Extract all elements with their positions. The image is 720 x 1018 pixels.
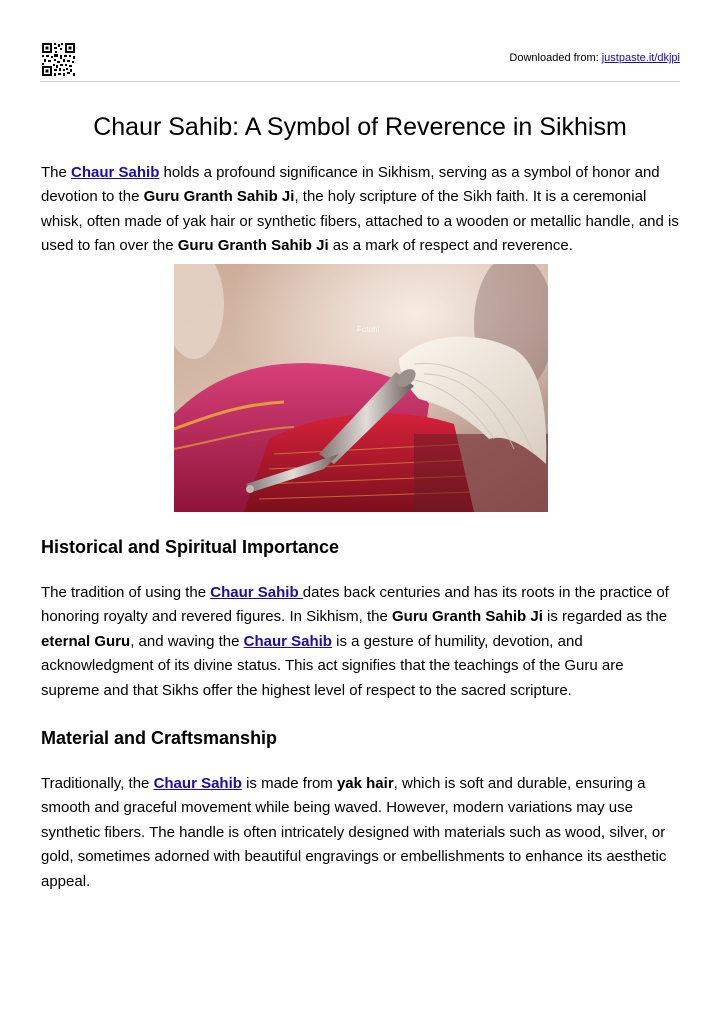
chaur-sahib-photo (174, 264, 548, 512)
chaur-sahib-link[interactable]: Chaur Sahib (210, 584, 303, 601)
section-heading-material: Material and Craftsmanship (41, 728, 278, 748)
chaur-sahib-link[interactable]: Chaur Sahib (243, 632, 332, 650)
page-header (40, 40, 680, 82)
page-title: Chaur Sahib: A Symbol of Reverence in Sikhism (93, 113, 627, 141)
history-paragraph: The tradition of using the Chaur Sahib dates back centuries and has its roots in the practice of honoring royalty and revered figures. In Sikhism, the Guru Granth Sahib Ji is regarded as the eternal Guru, and waving the Chaur Sahib is a gesture of humility, devotion, and acknowledgment of its divine status. This act signifies that the teachings of the Guru are supreme and that Sikhs offer the highest level of respect to the sacred scripture. (41, 584, 669, 699)
qr-code-icon (42, 43, 75, 76)
download-prefix: Downloaded from: (509, 52, 602, 64)
intro-paragraph: The Chaur Sahib holds a profound significance in Sikhism, serving as a symbol of honor and devotion to the Guru Granth Sahib Ji, the holy scripture of the Sikh faith. It is a ceremonial whisk, often made of yak hair or synthetic fibers, attached to a wooden or metallic handle, and is used to fan over the Guru Granth Sahib Ji as a mark of respect and reverence. (41, 164, 679, 255)
chaur-sahib-link[interactable]: Chaur Sahib (153, 775, 242, 792)
section-heading-history: Historical and Spiritual Importance (41, 537, 340, 557)
material-paragraph: Traditionally, the Chaur Sahib is made from yak hair, which is soft and durable, ensuring a smooth and graceful movement while being waved. However, modern variations may use synthetic fibers. The handle is often intricately designed with materials such as wood, silver, or gold, sometimes adorned with beautiful engravings or embellishments to enhance its aesthetic appeal. (41, 775, 667, 890)
source-link[interactable]: justpaste.it/dkjpi (601, 52, 680, 64)
chaur-sahib-link[interactable]: Chaur Sahib (71, 164, 160, 181)
download-source (509, 52, 680, 64)
image-watermark: Fotohi (357, 325, 380, 334)
